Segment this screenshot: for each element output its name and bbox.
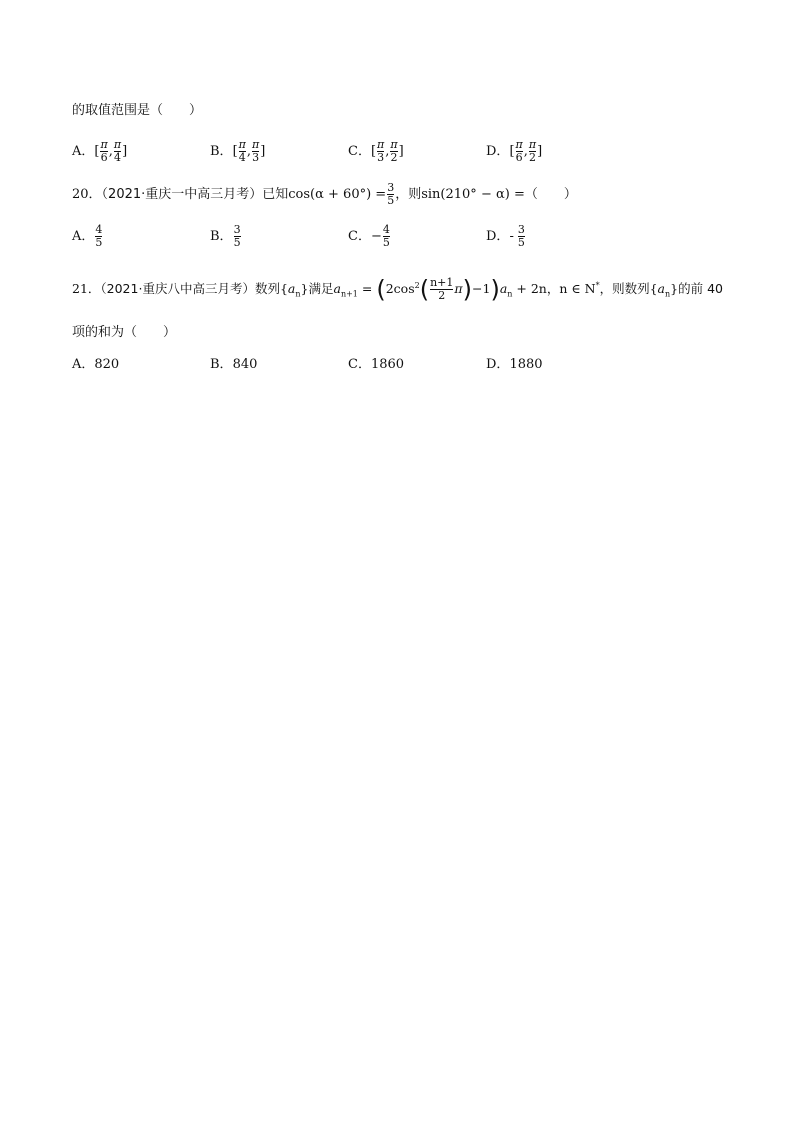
- option-label: D．: [486, 229, 510, 244]
- fraction: [516, 139, 523, 164]
- denominator: 5: [517, 236, 525, 249]
- question-number: 21．: [72, 281, 101, 296]
- denominator: 2: [390, 151, 398, 164]
- denominator: 3: [377, 151, 385, 164]
- numerator: π: [377, 138, 385, 151]
- answer-blank: （ ）: [524, 187, 577, 202]
- option-label: D．: [486, 357, 510, 372]
- option-label: A．: [72, 144, 95, 159]
- denominator: 5: [382, 236, 390, 249]
- then-text: ，则数列: [599, 281, 650, 296]
- fraction: [529, 139, 536, 164]
- sign: -: [509, 229, 514, 244]
- fraction: [100, 139, 107, 164]
- question-number: 20．: [72, 187, 102, 202]
- sequence-brace-2: $\{a_n\}$: [649, 281, 679, 299]
- satisfy-text: 满足: [308, 281, 334, 296]
- fraction: [387, 182, 394, 207]
- then-text: ，则: [395, 187, 422, 202]
- fraction: [95, 224, 102, 249]
- numerator: π: [100, 138, 108, 151]
- denominator: 4: [238, 151, 246, 164]
- q19-option-d: D．[ $\frac{\pi}{6}$ , $\frac{\pi}{2}$ ]: [486, 138, 543, 164]
- numerator: π: [252, 138, 260, 151]
- numerator: n+1: [430, 276, 454, 289]
- option-label: C．: [348, 144, 371, 159]
- fraction: [383, 224, 390, 249]
- option-label: C．: [348, 357, 371, 372]
- q19-tail: 的取值范围是（ ）: [72, 103, 203, 118]
- domain-sup: *: [595, 280, 600, 290]
- denominator: 3: [252, 151, 260, 164]
- numerator: π: [238, 138, 246, 151]
- pi-symbol: π: [454, 281, 463, 296]
- equals-sign: =: [361, 281, 373, 296]
- q19-option-b: B．[ $\frac{\pi}{4}$ , $\frac{\pi}{3}$ ]: [210, 138, 266, 164]
- option-label: B．: [210, 144, 233, 159]
- option-value: 840: [232, 357, 258, 372]
- numerator: π: [113, 138, 122, 151]
- option-value: 1860: [370, 357, 405, 372]
- numerator: 4: [95, 223, 103, 236]
- q20-option-c: [348, 224, 391, 249]
- q21-option-b: [210, 357, 257, 373]
- denominator: 4: [113, 151, 121, 164]
- q20-option-a: [72, 224, 103, 249]
- sequence-brace: $\{a_n\}$: [279, 281, 309, 299]
- denominator: 5: [387, 194, 395, 207]
- option-label: A．: [72, 357, 95, 372]
- denominator: 6: [515, 151, 523, 164]
- numerator: 3: [387, 181, 395, 194]
- question-source: （2021·重庆八中高三月考）数列: [100, 281, 280, 296]
- condition-expression: cos(α + 60°) =: [288, 187, 387, 202]
- cos-coef: 2cos: [385, 281, 415, 296]
- fraction: [377, 139, 384, 164]
- numerator: 3: [233, 223, 241, 236]
- minus-one: −1: [472, 281, 491, 296]
- fraction: [430, 277, 453, 302]
- option-value: 1880: [509, 357, 543, 372]
- sign: −: [370, 229, 382, 244]
- inner-left-paren: (: [419, 275, 430, 304]
- recurrence-lhs-sub: n+1: [340, 289, 358, 299]
- denominator: 6: [100, 151, 108, 164]
- option-label: B．: [210, 229, 233, 244]
- q20-option-d: [486, 224, 526, 249]
- an-term: a: [499, 281, 508, 296]
- option-value: 820: [94, 357, 120, 372]
- fraction: [252, 139, 259, 164]
- target-expression: sin(210° − α) =: [421, 187, 525, 202]
- numerator: π: [390, 138, 398, 151]
- q21-option-d: [486, 357, 543, 373]
- denominator: 2: [438, 289, 446, 302]
- numerator: 3: [517, 223, 525, 236]
- fraction: [518, 224, 525, 249]
- q21-stem-line1: [72, 277, 723, 303]
- option-label: C．: [348, 229, 371, 244]
- question-source: （2021·重庆一中高三月考）已知: [101, 187, 289, 202]
- option-label: D．: [486, 144, 510, 159]
- fraction: [234, 224, 241, 249]
- right-paren: ): [490, 275, 500, 304]
- cos-power: 2: [414, 280, 420, 290]
- q19-option-c: C．[ $\frac{\pi}{3}$ , $\frac{\pi}{2}$ ]: [348, 138, 404, 164]
- denominator: 5: [233, 236, 241, 249]
- numerator: π: [515, 138, 523, 151]
- fraction: [239, 139, 246, 164]
- q21-option-a: [72, 357, 119, 373]
- numerator: 4: [382, 223, 390, 236]
- fraction: [114, 139, 121, 164]
- option-label: B．: [210, 357, 233, 372]
- tail-text: 的前 40: [678, 281, 723, 296]
- left-paren: (: [376, 275, 386, 304]
- plus-2n: + 2n: [516, 281, 547, 296]
- q20-stem: [72, 182, 577, 207]
- inner-right-paren: ): [462, 275, 472, 304]
- numerator: π: [528, 138, 537, 151]
- recurrence-lhs: a: [333, 281, 341, 296]
- domain-text: ，n ∈ N: [546, 281, 596, 296]
- fraction: [390, 139, 397, 164]
- q19-option-a: A．[ $\frac{\pi}{6}$ , $\frac{\pi}{4}$ ]: [72, 138, 128, 164]
- denominator: 5: [95, 236, 103, 249]
- q21-option-c: [348, 357, 404, 373]
- denominator: 2: [529, 151, 536, 164]
- an-sub: n: [507, 289, 513, 299]
- q21-stem-line2: 项的和为（ ）: [72, 325, 177, 340]
- option-label: A．: [72, 229, 95, 244]
- q20-option-b: [210, 224, 242, 249]
